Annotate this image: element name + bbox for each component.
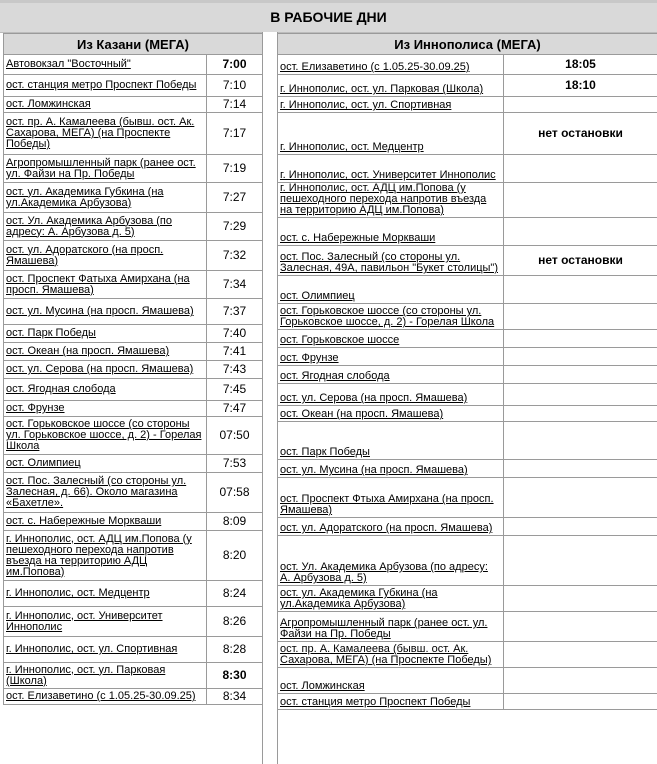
departure-time: [504, 406, 657, 422]
departure-time: [504, 642, 657, 668]
departure-time: [504, 183, 657, 218]
schedule-table-from-innopolis: [277, 33, 657, 710]
departure-time: 7:37: [207, 299, 263, 325]
departure-time: 7:29: [207, 213, 263, 241]
departure-time: 7:10: [207, 75, 263, 97]
stop-name: ост. Ягодная слобода: [278, 366, 504, 384]
departure-time: [504, 366, 657, 384]
departure-time: [504, 518, 657, 536]
departure-time: [504, 478, 657, 518]
table-header-row: [278, 34, 657, 55]
table-row: [4, 155, 263, 183]
stop-name: ост. Елизаветино (с 1.05.25-30.09.25): [278, 55, 504, 75]
stop-name: ост. Фрунзе: [278, 348, 504, 366]
stop-name: г. Иннополис, ост. Медцентр: [4, 581, 207, 607]
departure-time: 7:41: [207, 343, 263, 361]
table-row: [4, 455, 263, 473]
departure-time: 07:58: [207, 473, 263, 513]
departure-time: [504, 348, 657, 366]
table-row: [278, 330, 657, 348]
departure-time: 7:53: [207, 455, 263, 473]
table-row: [4, 637, 263, 663]
table-row: [4, 531, 263, 581]
table-row: [278, 366, 657, 384]
table-row: [278, 422, 657, 460]
stop-name: г. Иннополис, ост. АДЦ им.Попова (у пешеходного перехода напротив въезда на территорию АДЦ им.Попова): [4, 531, 207, 581]
departure-time: [504, 384, 657, 406]
departure-time: 7:47: [207, 401, 263, 417]
stop-name: г. Иннополис, ост. ул. Спортивная: [278, 97, 504, 113]
table-row: [4, 75, 263, 97]
stop-name: г. Иннополис, ост. Университет Иннополис: [278, 155, 504, 183]
table-row: [278, 183, 657, 218]
stop-name: ост. станция метро Проспект Победы: [278, 694, 504, 710]
table-row: [278, 668, 657, 694]
stop-name: г. Иннополис, ост. ул. Парковая (Школа): [278, 75, 504, 97]
departure-time: 7:19: [207, 155, 263, 183]
stop-name: Агропромышленный парк (ранее ост. ул. Файзи на Пр. Победы: [4, 155, 207, 183]
table-row: [278, 348, 657, 366]
table-row: [278, 155, 657, 183]
table-row: [278, 218, 657, 246]
departure-time: 8:24: [207, 581, 263, 607]
departure-time: 7:45: [207, 379, 263, 401]
departure-time: [504, 668, 657, 694]
table-row: [4, 401, 263, 417]
departure-time: 18:10: [504, 75, 657, 97]
table-row: [4, 343, 263, 361]
table-row: [278, 478, 657, 518]
stop-name: ост. Ул. Академика Арбузова (по адресу: А. Арбузова д. 5): [4, 213, 207, 241]
departure-time: 7:00: [207, 55, 263, 75]
stop-name: ост. Олимпиец: [4, 455, 207, 473]
stop-name: ост. ул. Серова (на просп. Ямашева): [4, 361, 207, 379]
table-row: [4, 607, 263, 637]
right-table-body: [278, 55, 657, 710]
table-row: [278, 384, 657, 406]
departure-time: 8:34: [207, 689, 263, 705]
departure-time: 8:09: [207, 513, 263, 531]
table-row: [4, 581, 263, 607]
stop-name: ост. Океан (на просп. Ямашева): [278, 406, 504, 422]
stop-name: г. Иннополис, ост. Медцентр: [278, 113, 504, 155]
departure-time: [504, 536, 657, 586]
departure-time: [504, 612, 657, 642]
stop-name: ост. станция метро Проспект Победы: [4, 75, 207, 97]
stop-name: ост. ул. Мусина (на просп. Ямашева): [278, 460, 504, 478]
departure-time: [504, 460, 657, 478]
stop-name: ост. с. Набережные Моркваши: [4, 513, 207, 531]
table-row: [4, 513, 263, 531]
table-row: [278, 113, 657, 155]
table-row: [4, 325, 263, 343]
stop-name: ост. Горьковское шоссе (со стороны ул. Горьковское шоссе, д. 2) - Горелая Школа: [4, 417, 207, 455]
stop-name: ост. ул. Академика Губкина (на ул.Академика Арбузова): [278, 586, 504, 612]
stop-name: ост. Парк Победы: [278, 422, 504, 460]
stop-name: Агропромышленный парк (ранее ост. ул. Файзи на Пр. Победы: [278, 612, 504, 642]
stop-name: ост. пр. А. Камалеева (бывш. ост. Ак. Сахарова, МЕГА) (на Проспекте Победы): [4, 113, 207, 155]
table-header-row: [4, 34, 263, 55]
departure-time: [504, 586, 657, 612]
table-row: [4, 689, 263, 705]
stop-name: ост. Ягодная слобода: [4, 379, 207, 401]
stop-name: г. Иннополис, ост. ул. Спортивная: [4, 637, 207, 663]
departure-time: [504, 218, 657, 246]
departure-time: 7:43: [207, 361, 263, 379]
left-table-header: Из Казани (МЕГА): [4, 34, 263, 55]
table-row: [278, 460, 657, 478]
stop-name: ост. ул. Мусина (на просп. Ямашева): [4, 299, 207, 325]
table-row: [4, 213, 263, 241]
stop-name: ост. Фрунзе: [4, 401, 207, 417]
table-row: [278, 276, 657, 304]
stop-name: ост. Пос. Залесный (со стороны ул. Залесная, 49А, павильон "Букет столицы"): [278, 246, 504, 276]
departure-time: [504, 330, 657, 348]
table-row: [4, 97, 263, 113]
stop-name: ост. Пос. Залесный (со стороны ул. Залесная, д. 66). Около магазина «Бахетле».: [4, 473, 207, 513]
stop-name: ост. ул. Серова (на просп. Ямашева): [278, 384, 504, 406]
departure-time: [504, 304, 657, 330]
table-row: [4, 241, 263, 271]
table-row: [278, 518, 657, 536]
stop-name: ост. Олимпиец: [278, 276, 504, 304]
table-row: [4, 299, 263, 325]
right-table-header: Из Иннополиса (МЕГА): [278, 34, 657, 55]
stop-name: ост. Ломжинская: [278, 668, 504, 694]
stop-name: ост. Океан (на просп. Ямашева): [4, 343, 207, 361]
stop-name: ост. Горьковское шоссе (со стороны ул. Горьковское шоссе, д. 2) - Горелая Школа: [278, 304, 504, 330]
departure-time: 8:26: [207, 607, 263, 637]
table-row: [4, 379, 263, 401]
table-row: [278, 586, 657, 612]
table-row: [4, 663, 263, 689]
stop-name: ост. Проспект Фтыха Амирхана (на просп. Ямашева): [278, 478, 504, 518]
table-row: [278, 406, 657, 422]
stop-name: Автовокзал "Восточный": [4, 55, 207, 75]
departure-time: 7:32: [207, 241, 263, 271]
table-row: [4, 183, 263, 213]
table-row: [4, 55, 263, 75]
table-row: [278, 75, 657, 97]
departure-time: 07:50: [207, 417, 263, 455]
table-row: [278, 97, 657, 113]
departure-time: 7:14: [207, 97, 263, 113]
stop-name: ост. Ул. Академика Арбузова (по адресу: А. Арбузова д. 5): [278, 536, 504, 586]
page-title: В РАБОЧИЕ ДНИ: [0, 3, 657, 33]
no-stop-note: нет остановки: [504, 246, 657, 276]
table-row: [4, 113, 263, 155]
stop-name: ост. пр. А. Камалеева (бывш. ост. Ак. Сахарова, МЕГА) (на Проспекте Победы): [278, 642, 504, 668]
table-row: [4, 271, 263, 299]
departure-time: 18:05: [504, 55, 657, 75]
column-gap: [262, 32, 278, 764]
departure-time: 7:17: [207, 113, 263, 155]
stop-name: ост. Парк Победы: [4, 325, 207, 343]
stop-name: ост. Проспект Фатыха Амирхана (на просп. Ямашева): [4, 271, 207, 299]
departure-time: 8:20: [207, 531, 263, 581]
table-row: [278, 246, 657, 276]
table-row: [4, 417, 263, 455]
stop-name: г. Иннополис, ост. Университет Иннополис: [4, 607, 207, 637]
departure-time: [504, 422, 657, 460]
stop-name: г. Иннополис, ост. АДЦ им.Попова (у пешеходного перехода напротив въезда на территорию АДЦ им.Попова): [278, 183, 504, 218]
table-row: [4, 473, 263, 513]
departure-time: 8:30: [207, 663, 263, 689]
table-row: [4, 361, 263, 379]
table-row: [278, 642, 657, 668]
stop-name: ост. Ломжинская: [4, 97, 207, 113]
table-row: [278, 694, 657, 710]
departure-time: [504, 276, 657, 304]
departure-time: 7:27: [207, 183, 263, 213]
departure-time: 8:28: [207, 637, 263, 663]
schedule-table-from-kazan: [3, 33, 263, 705]
departure-time: [504, 97, 657, 113]
table-row: [278, 304, 657, 330]
table-row: [278, 55, 657, 75]
table-row: [278, 536, 657, 586]
table-row: [278, 612, 657, 642]
stop-name: ост. ул. Академика Губкина (на ул.Академика Арбузова): [4, 183, 207, 213]
stop-name: ост. Елизаветино (с 1.05.25-30.09.25): [4, 689, 207, 705]
stop-name: ост. с. Набережные Моркваши: [278, 218, 504, 246]
departure-time: 7:34: [207, 271, 263, 299]
no-stop-note: нет остановки: [504, 113, 657, 155]
departure-time: [504, 694, 657, 710]
stop-name: г. Иннополис, ост. ул. Парковая (Школа): [4, 663, 207, 689]
departure-time: [504, 155, 657, 183]
departure-time: 7:40: [207, 325, 263, 343]
stop-name: ост. Горьковское шоссе: [278, 330, 504, 348]
stop-name: ост. ул. Адоратского (на просп. Ямашева): [4, 241, 207, 271]
left-table-body: [4, 55, 263, 705]
stop-name: ост. ул. Адоратского (на просп. Ямашева): [278, 518, 504, 536]
